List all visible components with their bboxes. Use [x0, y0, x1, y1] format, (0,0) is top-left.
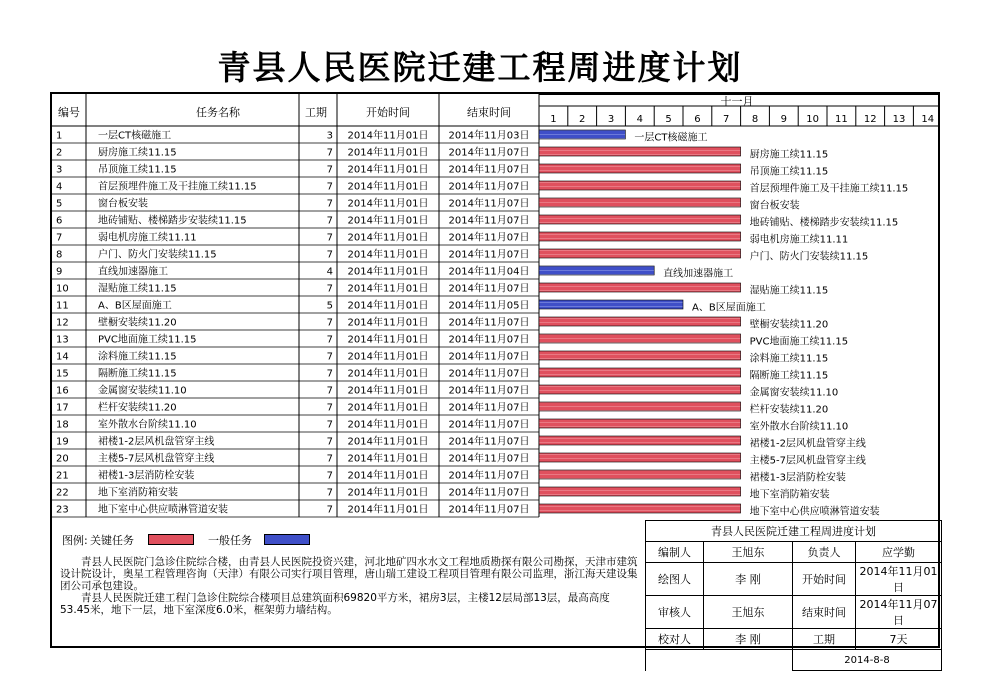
task-start: 2014年11月01日	[347, 181, 429, 193]
task-end: 2014年11月07日	[448, 436, 530, 448]
task-end: 2014年11月07日	[448, 215, 530, 227]
info-table	[645, 520, 942, 671]
bar-label: 地下室中心供应喷淋管道安装	[749, 506, 880, 518]
task-end: 2014年11月07日	[448, 232, 530, 244]
task-duration: 7	[326, 453, 333, 465]
gantt-bar	[539, 130, 625, 139]
task-start: 2014年11月01日	[347, 368, 429, 380]
task-no: 22	[56, 487, 69, 499]
task-no: 21	[56, 470, 69, 482]
task-rows	[56, 129, 908, 518]
task-duration: 7	[326, 215, 333, 227]
info-reviewer-label: 审核人	[646, 596, 704, 629]
task-no: 6	[56, 215, 63, 227]
task-name: 首层预埋件施工及干挂施工续11.15	[98, 181, 257, 193]
gantt-bar	[539, 181, 741, 190]
day-tick-label: 10	[806, 114, 819, 125]
task-no: 23	[56, 504, 69, 516]
info-end: 2014年11月07日	[856, 596, 942, 629]
gantt-bar	[539, 147, 741, 156]
task-duration: 7	[326, 385, 333, 397]
info-end-label: 结束时间	[793, 596, 856, 629]
task-name: 主楼5-7层风机盘管穿主线	[98, 453, 215, 465]
day-tick-label: 7	[723, 114, 730, 125]
header-task-name: 任务名称	[196, 106, 240, 119]
task-no: 3	[56, 164, 63, 176]
task-duration: 7	[326, 283, 333, 295]
task-end: 2014年11月07日	[448, 419, 530, 431]
task-name: 裙楼1-3层消防栓安装	[98, 470, 195, 482]
task-name: 窗台板安装	[98, 198, 148, 210]
legend-label: 图例:	[62, 534, 88, 547]
task-duration: 3	[326, 130, 333, 142]
info-checker-label: 校对人	[646, 629, 704, 650]
task-start: 2014年11月01日	[347, 232, 429, 244]
gantt-bar	[539, 436, 741, 445]
bar-label: 裙楼1-2层风机盘管穿主线	[749, 438, 866, 450]
info-checker: 李 刚	[704, 629, 793, 650]
task-name: 湿贴施工续11.15	[98, 283, 177, 295]
bar-label: 吊顶施工续11.15	[749, 166, 829, 178]
header-start: 开始时间	[366, 106, 410, 119]
task-start: 2014年11月01日	[347, 334, 429, 346]
gantt-bar	[539, 368, 741, 377]
task-end: 2014年11月05日	[448, 300, 530, 312]
legend-general-label: 一般任务	[208, 534, 252, 547]
task-name: 地砖铺贴、楼梯踏步安装续11.15	[98, 215, 247, 227]
task-name: 户门、防火门安装续11.15	[98, 249, 217, 261]
task-start: 2014年11月01日	[347, 249, 429, 261]
task-start: 2014年11月01日	[347, 317, 429, 329]
task-no: 13	[56, 334, 69, 346]
bar-label: 金属窗安装续11.10	[749, 387, 839, 399]
gantt-bar	[539, 419, 741, 428]
task-no: 20	[56, 453, 69, 465]
task-duration: 7	[326, 334, 333, 346]
day-tick-label: 9	[780, 114, 787, 125]
gantt-bar	[539, 249, 741, 258]
day-tick-label: 4	[636, 114, 643, 125]
task-no: 1	[56, 130, 63, 142]
task-no: 8	[56, 249, 63, 261]
task-no: 11	[56, 300, 69, 312]
task-start: 2014年11月01日	[347, 164, 429, 176]
note-paragraph-1: 青县人民医院门急诊住院综合楼，由青县人民医院投资兴建，河北地矿四水水文工程地质勘探有限公司勘探，天津市建筑设计院设计，奥星工程管理咨询（天津）有限公司实行项目管理，唐山瑞工建设工程项目管理有限公司监理，浙江海天建设集团公司承包建设。	[60, 556, 638, 592]
task-start: 2014年11月01日	[347, 470, 429, 482]
task-no: 17	[56, 402, 69, 414]
task-name: 地下室中心供应喷淋管道安装	[98, 504, 228, 516]
gantt-bar	[539, 351, 741, 360]
task-start: 2014年11月01日	[347, 402, 429, 414]
task-name: 地下室消防箱安装	[98, 487, 178, 499]
task-no: 12	[56, 317, 69, 329]
header-month: 十一月	[720, 95, 754, 108]
task-duration: 7	[326, 402, 333, 414]
page-title: 青县人民医院迁建工程周进度计划	[217, 48, 743, 87]
task-start: 2014年11月01日	[347, 215, 429, 227]
task-start: 2014年11月01日	[347, 283, 429, 295]
bar-label: 壁橱安装续11.20	[749, 319, 829, 331]
day-tick-label: 8	[751, 114, 759, 125]
gantt-bar	[539, 334, 741, 343]
bar-label: 主楼5-7层风机盘管穿主线	[749, 455, 866, 467]
bar-label: 室外散水台阶续11.10	[749, 421, 849, 433]
task-end: 2014年11月07日	[448, 385, 530, 397]
bar-label: 湿贴施工续11.15	[749, 285, 829, 297]
gantt-bar	[539, 317, 741, 326]
task-no: 2	[56, 147, 63, 159]
day-tick-label: 14	[921, 114, 935, 125]
day-axis	[550, 114, 934, 125]
task-start: 2014年11月01日	[347, 351, 429, 363]
task-duration: 4	[326, 266, 333, 278]
header-duration: 工期	[305, 106, 327, 119]
task-start: 2014年11月01日	[347, 453, 429, 465]
info-start: 2014年11月01日	[856, 563, 942, 596]
gantt-bar	[539, 300, 683, 309]
task-name: 一层CT核磁施工	[98, 130, 172, 142]
task-name: 裙楼1-2层风机盘管穿主线	[98, 436, 215, 448]
task-end: 2014年11月07日	[448, 334, 530, 346]
info-start-label: 开始时间	[793, 563, 856, 596]
task-start: 2014年11月01日	[347, 504, 429, 516]
task-no: 16	[56, 385, 69, 397]
gantt-bar	[539, 470, 741, 479]
task-no: 4	[56, 181, 63, 193]
task-duration: 7	[326, 436, 333, 448]
bar-label: 直线加速器施工	[663, 268, 734, 280]
task-end: 2014年11月07日	[448, 164, 530, 176]
gantt-bar	[539, 215, 741, 224]
gantt-bar	[539, 198, 741, 207]
info-drawer: 李 刚	[704, 563, 793, 596]
task-no: 9	[56, 266, 63, 278]
task-no: 14	[56, 351, 69, 363]
task-no: 19	[56, 436, 69, 448]
day-tick-label: 5	[665, 114, 672, 125]
note-paragraph-2: 青县人民医院迁建工程门急诊住院综合楼项目总建筑面积69820平方米，裙房3层，主楼12层局部13层，最高高度53.45米，地下一层，地下室深度6.0米，框架剪力墙结构。	[60, 592, 610, 616]
task-name: 吊顶施工续11.15	[98, 164, 177, 176]
day-tick-label: 13	[892, 114, 906, 125]
task-no: 7	[56, 232, 63, 244]
gantt-bar	[539, 232, 741, 241]
task-name: 壁橱安装续11.20	[98, 317, 177, 329]
info-drawer-label: 绘图人	[646, 563, 704, 596]
gantt-chart	[52, 94, 940, 526]
info-owner: 应学勤	[856, 542, 942, 563]
bar-label: 一层CT核磁施工	[634, 132, 708, 144]
task-start: 2014年11月01日	[347, 130, 429, 142]
task-end: 2014年11月07日	[448, 504, 530, 516]
task-end: 2014年11月07日	[448, 181, 530, 193]
task-end: 2014年11月03日	[448, 130, 530, 142]
bar-label: 首层预埋件施工及干挂施工续11.15	[749, 183, 909, 195]
task-end: 2014年11月07日	[448, 198, 530, 210]
task-duration: 7	[326, 504, 333, 516]
task-duration: 5	[326, 300, 333, 312]
task-duration: 7	[326, 198, 333, 210]
info-editor: 王旭东	[704, 542, 793, 563]
task-start: 2014年11月01日	[347, 266, 429, 278]
bar-label: 厨房施工续11.15	[749, 149, 829, 161]
gantt-bar	[539, 283, 741, 292]
task-no: 5	[56, 198, 63, 210]
legend-critical-swatch	[148, 534, 194, 545]
gantt-bar	[539, 504, 741, 513]
bar-label: 栏杆安装续11.20	[749, 404, 829, 416]
task-no: 18	[56, 419, 69, 431]
task-duration: 7	[326, 351, 333, 363]
day-tick-label: 2	[579, 114, 586, 125]
task-name: 厨房施工续11.15	[98, 147, 177, 159]
task-end: 2014年11月07日	[448, 368, 530, 380]
task-name: 金属窗安装续11.10	[98, 385, 187, 397]
gantt-bar	[539, 402, 741, 411]
bar-label: 裙楼1-3层消防栓安装	[749, 472, 846, 484]
task-start: 2014年11月01日	[347, 419, 429, 431]
project-note	[60, 556, 638, 616]
bar-label: 隔断施工续11.15	[749, 370, 829, 382]
task-end: 2014年11月07日	[448, 470, 530, 482]
bar-label: PVC地面施工续11.15	[749, 336, 849, 348]
task-name: 弱电机房施工续11.11	[98, 232, 197, 244]
task-duration: 7	[326, 147, 333, 159]
info-reviewer: 王旭东	[704, 596, 793, 629]
day-tick-label: 12	[863, 114, 877, 125]
task-duration: 7	[326, 368, 333, 380]
gantt-bar	[539, 385, 741, 394]
task-end: 2014年11月07日	[448, 147, 530, 159]
info-period-label: 工期	[793, 629, 856, 650]
task-start: 2014年11月01日	[347, 487, 429, 499]
task-name: 栏杆安装续11.20	[98, 402, 177, 414]
gantt-bar	[539, 487, 741, 496]
task-start: 2014年11月01日	[347, 300, 429, 312]
gantt-bar	[539, 266, 654, 275]
task-name: 直线加速器施工	[98, 266, 168, 278]
task-duration: 7	[326, 487, 333, 499]
gantt-bar	[539, 164, 741, 173]
day-tick-label: 6	[694, 114, 701, 125]
task-end: 2014年11月07日	[448, 453, 530, 465]
bar-label: 地砖铺贴、楼梯踏步安装续11.15	[749, 217, 899, 229]
day-tick-label: 11	[835, 114, 848, 125]
task-start: 2014年11月01日	[347, 198, 429, 210]
task-name: A、B区屋面施工	[98, 300, 172, 312]
legend-critical-label: 关键任务	[90, 534, 134, 547]
info-title: 青县人民医院迁建工程周进度计划	[646, 521, 942, 542]
task-end: 2014年11月07日	[448, 249, 530, 261]
bar-label: 弱电机房施工续11.11	[749, 234, 849, 246]
task-end: 2014年11月04日	[448, 266, 530, 278]
task-name: 涂料施工续11.15	[98, 351, 177, 363]
bar-label: 窗台板安装	[749, 200, 800, 212]
gantt-bar	[539, 453, 741, 462]
task-duration: 7	[326, 419, 333, 431]
task-start: 2014年11月01日	[347, 147, 429, 159]
day-tick-label: 1	[550, 114, 557, 125]
task-duration: 7	[326, 317, 333, 329]
bar-label: 户门、防火门安装续11.15	[749, 251, 869, 263]
task-end: 2014年11月07日	[448, 402, 530, 414]
task-end: 2014年11月07日	[448, 351, 530, 363]
bar-label: 涂料施工续11.15	[749, 353, 829, 365]
day-tick-label: 3	[607, 114, 615, 125]
task-no: 10	[56, 283, 69, 295]
task-start: 2014年11月01日	[347, 385, 429, 397]
task-end: 2014年11月07日	[448, 487, 530, 499]
bar-label: 地下室消防箱安装	[749, 489, 830, 501]
info-editor-label: 编制人	[646, 542, 704, 563]
task-name: 隔断施工续11.15	[98, 368, 177, 380]
task-no: 15	[56, 368, 69, 380]
task-duration: 7	[326, 470, 333, 482]
task-name: 室外散水台阶续11.10	[98, 419, 197, 431]
task-duration: 7	[326, 164, 333, 176]
legend-general-swatch	[264, 534, 310, 545]
task-duration: 7	[326, 249, 333, 261]
info-period: 7天	[856, 629, 942, 650]
bar-label: A、B区屋面施工	[692, 302, 766, 314]
info-date: 2014-8-8	[793, 650, 942, 671]
info-owner-label: 负责人	[793, 542, 856, 563]
task-duration: 7	[326, 232, 333, 244]
header-no: 编号	[58, 106, 80, 119]
header-end: 结束时间	[467, 106, 511, 119]
task-end: 2014年11月07日	[448, 283, 530, 295]
task-start: 2014年11月01日	[347, 436, 429, 448]
task-duration: 7	[326, 181, 333, 193]
task-name: PVC地面施工续11.15	[98, 334, 197, 346]
task-end: 2014年11月07日	[448, 317, 530, 329]
